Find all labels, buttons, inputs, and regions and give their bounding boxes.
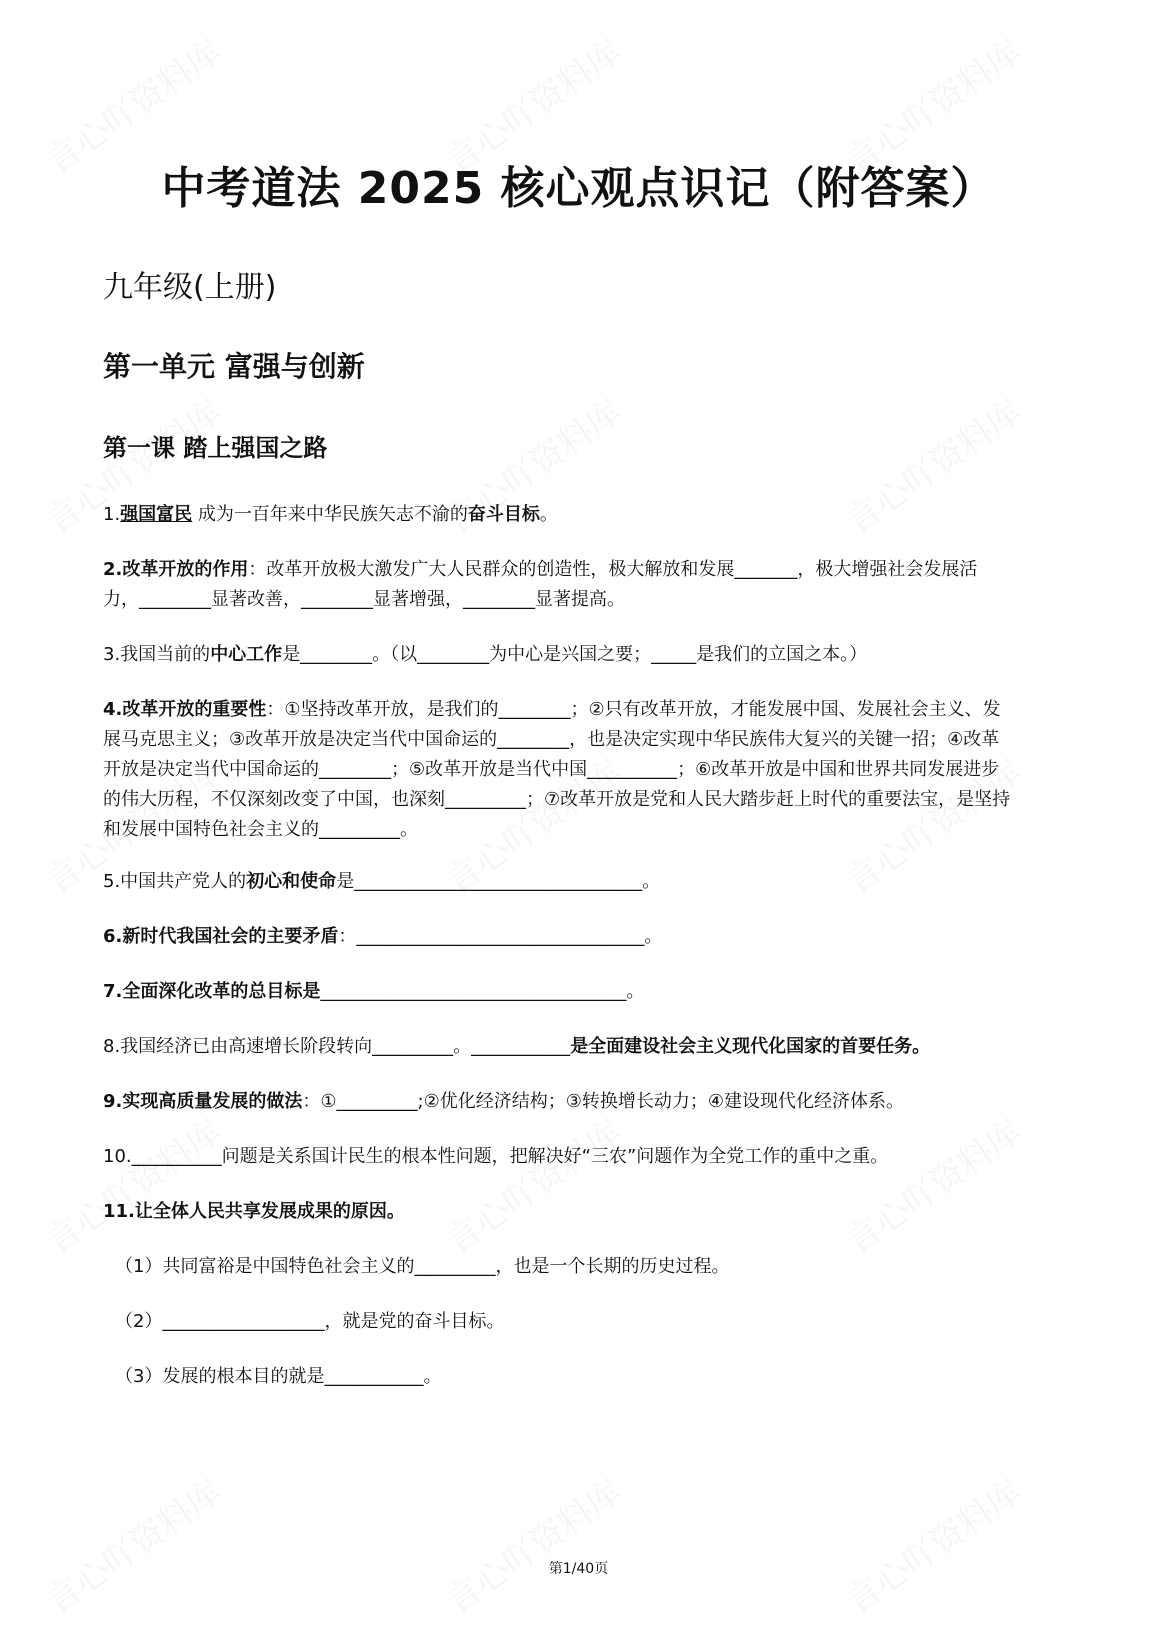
text-segment: （1）共同富裕是中国特色社会主义的_________，也是一个长期的历史过程。 bbox=[115, 1256, 730, 1277]
text-segment: 是________。（以________为中心是兴国之要；_____是我们的立国之本。） bbox=[282, 644, 868, 665]
watermark-text bbox=[34, 1466, 229, 1623]
text-segment: 8.我国经济已由高速增长阶段转向_________。___________ bbox=[103, 1036, 571, 1057]
unit-heading: 第一单元 富强与创新 bbox=[103, 350, 365, 383]
text-segment: 3.我国当前的 bbox=[103, 644, 211, 665]
text-segment: ：①_________;②优化经济结构；③转换增长动力；④建设现代化经济体系。 bbox=[302, 1091, 904, 1112]
bold-text: 9.实现高质量发展的做法 bbox=[103, 1091, 303, 1112]
question-item bbox=[103, 500, 1013, 530]
text-segment: 5.中国共产党人的 bbox=[103, 871, 247, 892]
question-item bbox=[103, 867, 1013, 897]
document-title: 中考道法 2025 核心观点识记（附答案） bbox=[161, 163, 996, 214]
question-item bbox=[103, 977, 1013, 1007]
bold-text: 2.改革开放的作用 bbox=[103, 559, 249, 580]
text-segment: 是________________________________。 bbox=[336, 871, 661, 892]
bold-text: 6.新时代我国社会的主要矛盾 bbox=[103, 926, 339, 947]
question-item bbox=[103, 640, 1013, 670]
text-segment: （3）发展的根本目的就是___________。 bbox=[115, 1366, 442, 1387]
watermark-text bbox=[834, 1466, 1029, 1623]
page-number: 第1/40页 bbox=[548, 1561, 609, 1577]
text-segment: 成为一百年来中华民族矢志不渝的 bbox=[192, 504, 468, 525]
watermark-text bbox=[434, 1106, 629, 1263]
text-segment: ：改革开放极大激发广大人民群众的创造性，极大解放和发展_______，极大增强社会发展活力，________显著改善，________显著增强，________显著提高。 bbox=[103, 559, 978, 610]
bold-text: 奋斗目标 bbox=[467, 504, 540, 525]
bold-text: 中心工作 bbox=[210, 644, 283, 665]
question-item bbox=[103, 1197, 1013, 1227]
question-item bbox=[115, 1252, 1025, 1282]
watermark-text bbox=[834, 1106, 1029, 1263]
question-item bbox=[115, 1307, 1025, 1337]
text-segment: ：①坚持改革开放，是我们的________；②只有改革开放，才能发展中国、发展社会主义、发展马克思主义；③改革开放是决定当代中国命运的________，也是决定实现中华民族伟大复兴的关键一招；④改革开放是决定当代中国命运的________；⑤改革开放是当代中国__________；⑥改革开放是中国和世界共同发展进步的伟大历程，不仅深刻改变了中国，也深刻_________；⑦改革开放是党和人民大踏步赶上时代的重要法宝，是坚持和发展中国特色社会主义的_________。 bbox=[103, 699, 1011, 840]
bold-text: 4.改革开放的重要性 bbox=[103, 699, 267, 720]
question-item bbox=[103, 922, 1013, 952]
grade-heading: 九年级(上册) bbox=[103, 270, 277, 305]
bold-text: 强国富民 bbox=[120, 504, 193, 525]
question-item bbox=[103, 1087, 1013, 1117]
question-item bbox=[103, 695, 1013, 845]
question-item bbox=[115, 1362, 1025, 1392]
text-segment: 。 bbox=[539, 504, 558, 525]
bold-text: 初心和使命 bbox=[246, 871, 337, 892]
bold-text: 7.全面深化改革的总目标是 bbox=[103, 981, 321, 1002]
text-segment: ：________________________________。 bbox=[338, 926, 663, 947]
bold-text: 11.让全体人民共享发展成果的原因。 bbox=[103, 1201, 405, 1222]
text-segment: 1. bbox=[103, 504, 121, 525]
text-segment: __________________________________。 bbox=[320, 981, 645, 1002]
text-segment: 10.__________问题是关系国计民生的根本性问题，把解决好“三农”问题作为全党工作的重中之重。 bbox=[103, 1146, 889, 1167]
bold-text: 是全面建设社会主义现代化国家的首要任务。 bbox=[570, 1036, 931, 1057]
text-segment: （2）__________________，就是党的奋斗目标。 bbox=[115, 1311, 505, 1332]
watermark-text bbox=[434, 1466, 629, 1623]
question-item bbox=[103, 1032, 1013, 1062]
question-item bbox=[103, 555, 1013, 615]
lesson-heading: 第一课 踏上强国之路 bbox=[103, 434, 328, 462]
question-item bbox=[103, 1142, 1013, 1172]
watermark-text bbox=[34, 1106, 229, 1263]
